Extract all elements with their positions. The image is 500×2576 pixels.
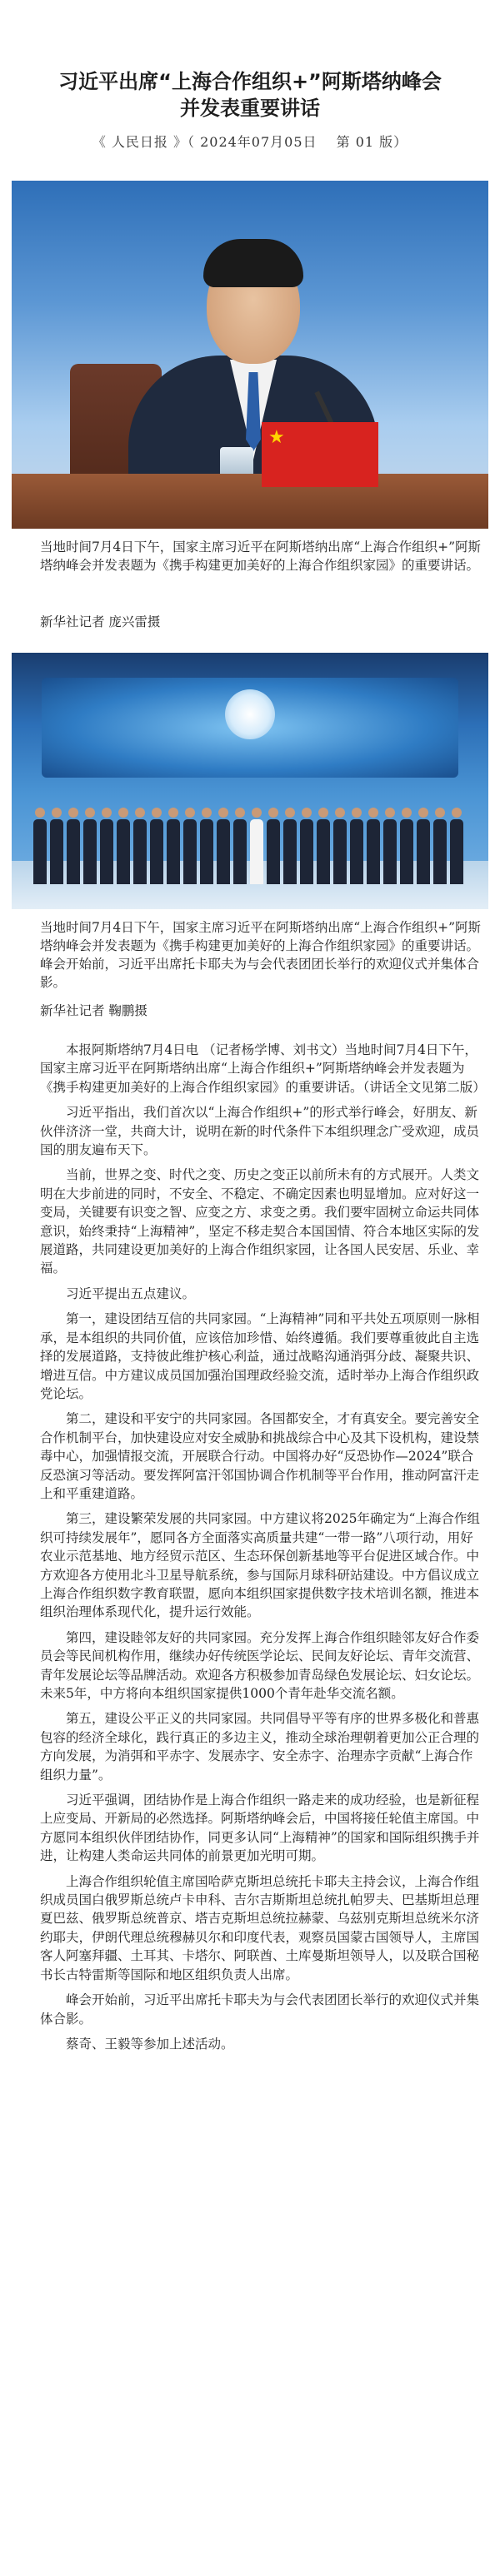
delegate-body bbox=[350, 819, 363, 884]
delegate-head bbox=[285, 808, 295, 818]
delegate-figure bbox=[100, 808, 113, 884]
delegate-head bbox=[152, 808, 162, 818]
delegate-figure bbox=[33, 808, 47, 884]
delegate-figure bbox=[333, 808, 347, 884]
delegate-body bbox=[83, 819, 97, 884]
delegate-head bbox=[135, 808, 145, 818]
speaker-hair bbox=[203, 239, 303, 287]
delegate-head bbox=[268, 808, 278, 818]
delegate-body bbox=[200, 819, 213, 884]
delegate-head bbox=[385, 808, 395, 818]
delegate-body bbox=[417, 819, 430, 884]
delegate-figure bbox=[283, 808, 297, 884]
delegate-body bbox=[433, 819, 447, 884]
delegate-figure bbox=[233, 808, 247, 884]
delegate-figure bbox=[250, 808, 263, 884]
delegate-figure bbox=[67, 808, 80, 884]
body-paragraph: 习近平指出，我们首次以“上海合作组织+”的形式举行峰会，好朋友、新伙伴济济一堂，共商大计，说明在新的时代条件下本组织理念广受欢迎，成员国的朋友遍布天下。 bbox=[40, 1105, 480, 1158]
delegate-body bbox=[367, 819, 380, 884]
delegate-figure bbox=[83, 808, 97, 884]
delegate-head bbox=[418, 808, 428, 818]
body-paragraph: 第一，建设团结互信的共同家园。“上海精神”同和平共处五项原则一脉相承，是本组织的共同价值，应该倍加珍惜、始终遵循。我们要尊重彼此自主选择的发展道路，支持彼此维护核心利益，通过战略沟通消弭分歧、凝聚共识、增进互信。中方建议成员国加强治国理政经验交流，适时举办上海合作组织政党论坛。 bbox=[40, 1311, 480, 1401]
delegate-body bbox=[400, 819, 413, 884]
delegate-figure bbox=[317, 808, 330, 884]
delegate-head bbox=[435, 808, 445, 818]
delegate-head bbox=[335, 808, 345, 818]
headline-line-1: 习近平出席“上海合作组织+”阿斯塔纳峰会 bbox=[58, 70, 442, 93]
delegate-figure bbox=[200, 808, 213, 884]
delegate-body bbox=[167, 819, 180, 884]
delegate-head bbox=[85, 808, 95, 818]
delegate-body bbox=[100, 819, 113, 884]
body-paragraph: 峰会开始前，习近平出席托卡耶夫为与会代表团团长举行的欢迎仪式并集体合影。 bbox=[40, 1992, 480, 2026]
delegate-head bbox=[185, 808, 195, 818]
delegate-body bbox=[50, 819, 63, 884]
body-paragraph: 第五，建设公平正义的共同家园。共同倡导平等有序的世界多极化和普惠包容的经济全球化，践行真正的多边主义，推动全球治理朝着更加公正合理的方向发展，为消弭和平赤字、发展赤字、安全赤字、治理赤字贡献“上海合作组织力量”。 bbox=[40, 1711, 480, 1783]
delegate-figure bbox=[267, 808, 280, 884]
photo1-caption: 当地时间7月4日下午，国家主席习近平在阿斯塔纳出席“上海合作组织+”阿斯塔纳峰会并发表题为《携手构建更加美好的上海合作组织家园》的重要讲话。 bbox=[40, 540, 482, 573]
source-line: 《 人民日报 》（ 2024年07月05日 第 01 版） bbox=[92, 134, 408, 150]
delegate-body bbox=[67, 819, 80, 884]
delegate-head bbox=[52, 808, 62, 818]
delegate-body bbox=[217, 819, 230, 884]
delegate-head bbox=[318, 808, 328, 818]
delegate-head bbox=[302, 808, 312, 818]
group-photo bbox=[12, 653, 488, 909]
delegate-body bbox=[150, 819, 163, 884]
delegate-head bbox=[168, 808, 178, 818]
delegate-head bbox=[452, 808, 462, 818]
delegate-body bbox=[450, 819, 463, 884]
delegate-figure bbox=[383, 808, 397, 884]
body-paragraph: 第二，建设和平安宁的共同家园。各国都安全，才有真安全。要完善安全合作机制平台，加快建设应对安全威胁和挑战综合中心及其下设机构，建设禁毒中心，加强情报交流，开展联合行动。中国将办好“反恐协作—2024”联合反恐演习等活动。要发挥阿富汗邻国协调合作机制等平台作用，推动阿富汗走上和平重建道路。 bbox=[40, 1411, 480, 1501]
photo2-caption: 当地时间7月4日下午，国家主席习近平在阿斯塔纳出席“上海合作组织+”阿斯塔纳峰会并发表题为《携手构建更加美好的上海合作组织家园》的重要讲话。峰会开始前，习近平出席托卡耶夫为与会代表团团长举行的欢迎仪式并集体合影。 bbox=[40, 920, 482, 990]
body-paragraph: 上海合作组织轮值主席国哈萨克斯坦总统托卡耶夫主持会议，上海合作组织成员国白俄罗斯总统卢卡申科、吉尔吉斯斯坦总统扎帕罗夫、巴基斯坦总理夏巴兹、俄罗斯总统普京、塔吉克斯坦总统拉赫蒙、乌兹别克斯坦总统米尔济约耶夫，伊朗代理总统穆赫贝尔和印度代表，观察员国蒙古国领导人，主席国客人阿塞拜疆、土耳其、卡塔尔、阿联酋、土库曼斯坦领导人，以及联合国秘书长古特雷斯等国际和地区组织负责人出席。 bbox=[40, 1873, 480, 1982]
delegate-body bbox=[383, 819, 397, 884]
desk bbox=[12, 474, 488, 529]
flag-star-icon: ★ bbox=[268, 427, 285, 448]
delegate-head bbox=[368, 808, 378, 818]
body-paragraph: 蔡奇、王毅等参加上述活动。 bbox=[66, 2036, 234, 2051]
delegate-body bbox=[250, 819, 263, 884]
delegate-figure bbox=[117, 808, 130, 884]
delegate-head bbox=[235, 808, 245, 818]
delegate-figure bbox=[150, 808, 163, 884]
body-paragraph: 当前，世界之变、时代之变、历史之变正以前所未有的方式展开。人类文明在大步前进的同时，不安全、不稳定、不确定因素也明显增加。应对好这一变局，关键要有识变之智、应变之方、求变之勇。我们要牢固树立命运共同体意识，始终秉持“上海精神”，坚定不移走契合本国国情、符合本地区实际的发展道路，共同建设更加美好的上海合作组织家园，让各国人民安居、乐业、幸福。 bbox=[40, 1167, 480, 1276]
delegate-figure bbox=[167, 808, 180, 884]
article-headline bbox=[0, 68, 500, 122]
sco-emblem-icon bbox=[225, 689, 275, 739]
delegate-body bbox=[300, 819, 313, 884]
delegate-head bbox=[218, 808, 228, 818]
delegate-figure bbox=[367, 808, 380, 884]
photo2-credit: 新华社记者 鞠鹏摄 bbox=[40, 1003, 148, 1018]
delegates-row bbox=[30, 793, 470, 884]
delegate-body bbox=[183, 819, 197, 884]
delegate-head bbox=[35, 808, 45, 818]
delegate-body bbox=[333, 819, 347, 884]
delegate-body bbox=[283, 819, 297, 884]
delegate-body bbox=[317, 819, 330, 884]
body-paragraph: 本报阿斯塔纳7月4日电 （记者杨学博、刘书文）当地时间7月4日下午，国家主席习近平在阿斯塔纳出席“上海合作组织+”阿斯塔纳峰会并发表题为《携手构建更加美好的上海合作组织家园》的重要讲话。（讲话全文见第二版） bbox=[40, 1042, 486, 1095]
delegate-body bbox=[233, 819, 247, 884]
article-body bbox=[40, 1041, 486, 2053]
delegate-head bbox=[102, 808, 112, 818]
delegate-head bbox=[202, 808, 212, 818]
body-paragraph: 第四，建设睦邻友好的共同家园。充分发挥上海合作组织睦邻友好合作委员会等民间机构作用，继续办好传统医学论坛、民间友好论坛、青年交流营、青年发展论坛等品牌活动。欢迎各方积极参加青岛绿色发展论坛、妇女论坛。未来5年，中方将向本组织国家提供1000个青年赴华交流名额。 bbox=[40, 1629, 480, 1701]
photo1-credit: 新华社记者 庞兴雷摄 bbox=[40, 614, 161, 629]
delegate-figure bbox=[417, 808, 430, 884]
delegate-figure bbox=[133, 808, 147, 884]
headline-line-2: 并发表重要讲话 bbox=[180, 97, 320, 120]
delegate-figure bbox=[300, 808, 313, 884]
delegate-body bbox=[117, 819, 130, 884]
delegate-body bbox=[267, 819, 280, 884]
delegate-head bbox=[252, 808, 262, 818]
delegate-figure bbox=[217, 808, 230, 884]
delegate-body bbox=[33, 819, 47, 884]
delegate-body bbox=[133, 819, 147, 884]
delegate-figure bbox=[450, 808, 463, 884]
delegate-figure bbox=[183, 808, 197, 884]
delegate-figure bbox=[400, 808, 413, 884]
delegate-head bbox=[118, 808, 128, 818]
delegate-figure bbox=[350, 808, 363, 884]
delegate-figure bbox=[50, 808, 63, 884]
body-paragraph: 第三，建设繁荣发展的共同家园。中方建议将2025年确定为“上海合作组织可持续发展年”，愿同各方全面落实高质量共建“一带一路”八项行动，用好农业示范基地、地方经贸示范区、生态环保创新基地等平台促进区域合作。中方欢迎各方使用北斗卫星导航系统，参与国际月球科研站建设。中方倡议成立上海合作组织数字教育联盟，愿向本组织国家提供数字技术培训名额，推进本组织治理体系现代化，提升运行效能。 bbox=[40, 1511, 480, 1620]
delegate-figure bbox=[433, 808, 447, 884]
delegate-head bbox=[352, 808, 362, 818]
speech-photo bbox=[12, 181, 488, 529]
body-paragraph: 习近平强调，团结协作是上海合作组织一路走来的成功经验，也是新征程上应变局、开新局的必然选择。阿斯塔纳峰会后，中国将接任轮值主席国。中方愿同本组织伙伴团结协作，同更多认同“上海精神”的国家和国际组织携手并进，让构建人类命运共同体的前景更加光明可期。 bbox=[40, 1793, 480, 1864]
body-paragraph: 习近平提出五点建议。 bbox=[66, 1286, 196, 1301]
delegate-head bbox=[402, 808, 412, 818]
delegate-head bbox=[68, 808, 78, 818]
